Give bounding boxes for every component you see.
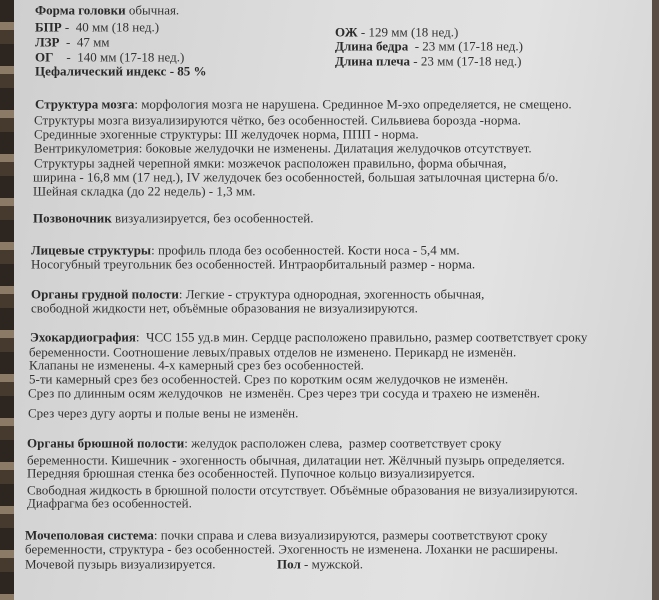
report-line xyxy=(30,330,587,345)
measurement-left xyxy=(35,35,110,50)
text: Диафрагма без особенностей. xyxy=(27,495,192,511)
text: 5-ти камерный срез без особенностей. Срез по коротким осям желудочков не изменён. xyxy=(29,371,509,387)
text: беременности. Соотношение левых/правых отделов не изменено. Перикард не изменён. xyxy=(29,344,517,360)
report-line xyxy=(29,358,364,373)
report-line xyxy=(31,287,484,302)
report-line xyxy=(33,170,558,185)
report-line xyxy=(33,211,313,226)
bold-label: ОЖ xyxy=(335,24,358,40)
text: - 23 мм (17-18 нед.) xyxy=(410,53,522,69)
text: Структуры задней черепной ямки: мозжечок расположен правильно, форма обычная, xyxy=(34,155,507,171)
bold-label: Пол xyxy=(277,556,301,572)
measurement-left xyxy=(35,64,207,79)
text: - 129 мм (18 нед.) xyxy=(357,24,459,40)
report-line xyxy=(33,184,256,199)
bold-label: Цефалический индекс - 85 % xyxy=(35,63,207,79)
measurement-left xyxy=(35,20,159,35)
bold-label: Лицевые структуры xyxy=(31,242,152,258)
text: Клапаны не изменены. 4-х камерный срез без особенностей. xyxy=(29,357,364,373)
text: - мужской. xyxy=(300,556,363,572)
text: Свободная жидкость в брюшной полости отсутствует. Объёмные образования не визуализируются. xyxy=(27,482,578,498)
report-line xyxy=(31,243,460,258)
bold-label: Длина плеча xyxy=(335,53,411,69)
report-line xyxy=(25,542,558,557)
text: Шейная складка (до 22 недель) - 1,3 мм. xyxy=(33,183,256,199)
measurement-right xyxy=(335,54,521,69)
text: : Легкие - структура однородная, эхогенность обычная, xyxy=(178,286,485,302)
report-line xyxy=(27,436,501,451)
text: Вентрикулометрия: боковые желудочки не изменены. Дилатация желудочков отсутствует. xyxy=(34,140,532,156)
report-line xyxy=(29,372,508,387)
bold-label: ЛЗР xyxy=(35,34,60,50)
text: Передняя брюшная стенка без особенностей. Пупочное кольцо визуализируется. xyxy=(27,465,475,481)
report-line xyxy=(34,127,419,142)
text: беременности, структура - без особенностей. Эхогенность не изменена. Лоханки не расширены. xyxy=(25,541,558,557)
report-line xyxy=(31,257,475,272)
text: беременности. Кишечник - эхогенность обычная, дилатации нет. Жёлчный пузырь определяется. xyxy=(27,452,565,468)
bold-label: Мочеполовая система xyxy=(25,527,154,543)
text: ширина - 16,8 мм (17 нед.), IV желудочек без особенностей, большая затылочная цистерна б/о. xyxy=(33,169,559,185)
background-edge-right xyxy=(652,0,659,600)
bold-label: ОГ xyxy=(35,49,54,65)
text: - 140 мм (17-18 нед.) xyxy=(53,49,185,65)
report-line xyxy=(34,156,507,171)
background-edge-left xyxy=(0,0,14,600)
bold-label: Органы грудной полости xyxy=(31,286,179,302)
bold-label: Форма головки xyxy=(35,2,126,18)
text: Структуры мозга визуализируются чётко, без особенностей. Сильвиева борозда -норма. xyxy=(34,112,521,128)
report-line xyxy=(27,496,192,511)
text: свободной жидкости нет, объёмные образования не визуализируются. xyxy=(31,300,418,316)
text: - 23 мм (17-18 нед.) xyxy=(408,38,523,54)
measurement-right xyxy=(335,25,458,40)
report-line xyxy=(34,113,521,128)
sex-result xyxy=(277,557,363,572)
text: Носогубный треугольник без особенностей. Интраорбитальный размер - норма. xyxy=(31,256,476,272)
measurement-left xyxy=(35,3,179,18)
text: Срез через дугу аорты и полые вены не изменён. xyxy=(28,405,299,421)
text: Мочевой пузырь визуализируется. xyxy=(25,556,271,572)
report-line xyxy=(25,528,548,543)
text: - 47 мм xyxy=(59,34,110,50)
bold-label: Органы брюшной полости xyxy=(27,435,185,451)
bold-label: БПР xyxy=(35,19,62,35)
bold-label: Позвоночник xyxy=(33,210,112,226)
report-line xyxy=(28,386,540,401)
report-line xyxy=(25,557,271,572)
report-line xyxy=(27,466,475,481)
text: Срез по длинным осям желудочков не изменён. Срез через три сосуда и трахею не изменён. xyxy=(28,385,541,401)
bold-label: Эхокардиография xyxy=(30,329,136,345)
text: Срединные эхогенные структуры: III желудочек норма, ППП - норма. xyxy=(34,126,419,142)
measurement-right xyxy=(335,39,523,54)
bold-label: Длина бедра xyxy=(335,38,409,54)
report-line xyxy=(31,301,418,316)
text: обычная. xyxy=(125,2,180,18)
text: визуализируется, без особенностей. xyxy=(111,210,314,226)
text: - 40 мм (18 нед.) xyxy=(61,19,160,35)
bold-label: Структура мозга xyxy=(35,96,135,112)
text: : почки справа и слева визуализируются, размеры соответствуют сроку xyxy=(153,527,548,543)
report-line xyxy=(28,406,298,421)
report-line xyxy=(34,141,532,156)
text: : ЧСС 155 уд.в мин. Сердце расположено правильно, размер соответствует сроку xyxy=(135,329,588,345)
text: : морфология мозга не нарушена. Срединное М-эхо определяется, не смещено. xyxy=(134,96,572,112)
report-line xyxy=(35,97,572,112)
text: : желудок расположен слева, размер соответствует сроку xyxy=(184,435,502,451)
text: : профиль плода без особенностей. Кости носа - 5,4 мм. xyxy=(151,242,460,258)
measurement-left xyxy=(35,50,184,65)
